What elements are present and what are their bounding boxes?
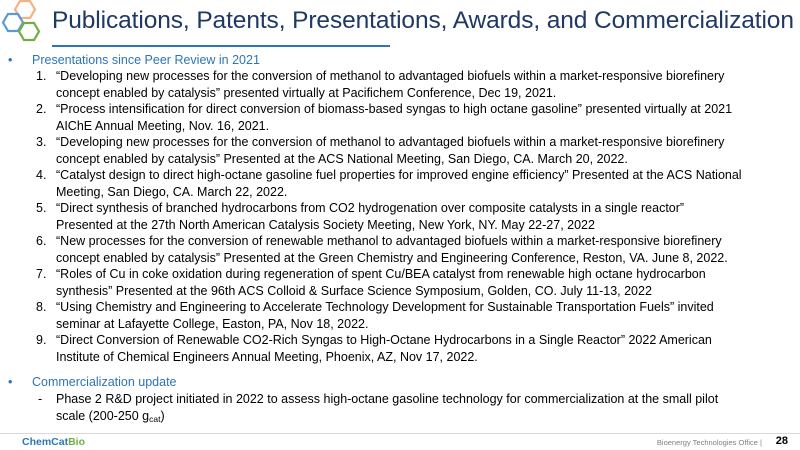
list-item-number: 5. (36, 201, 47, 215)
list-item-line: concept enabled by catalysis” Presented at the ACS National Meeting, San Diego, CA. March 20, 2022. (56, 151, 628, 166)
list-item-line: “Developing new processes for the conversion of methanol to advantaged biofuels within a market-responsive biorefinery (56, 135, 725, 149)
list-item-number: 2. (36, 102, 47, 116)
footer-logo: ChemCatBio (22, 436, 86, 448)
list-item-line: “Using Chemistry and Engineering to Accelerate Technology Development for Sustainable Transportation Fuels” invited (56, 300, 714, 314)
chemcatbio-hexagon-logo-icon (0, 0, 52, 46)
list-item-line: “Direct synthesis of branched hydrocarbons from CO2 hydrogenation over composite catalysts in a single reactor” (56, 201, 685, 215)
list-item-number: 6. (36, 234, 47, 248)
list-item-line: “New processes for the conversion of renewable methanol to advantaged biofuels within a market-responsive biorefinery (56, 234, 722, 248)
list-item-line: “Process intensification for direct conversion of biomass-based syngas to high octane gasoline” presented virtually at 2021 (56, 102, 733, 116)
list-item-number: 9. (36, 333, 47, 347)
list-item-line: “Developing new processes for the conversion of methanol to advantaged biofuels within a market-responsive biorefinery (56, 69, 725, 83)
list-item-line: Institute of Chemical Engineers Annual Meeting, Phoenix, AZ, Nov 17, 2022. (56, 349, 478, 364)
list-item-line: “Catalyst design to direct high-octane gasoline fuel properties for improved engine efficiency” Presented at the ACS National (56, 168, 742, 182)
list-item-line: concept enabled by catalysis” presented virtually at Pacifichem Conference, Dec 19, 2021. (56, 85, 557, 100)
commercialization-line-2: scale (200-250 $g_{cat}$) (56, 409, 165, 424)
list-item-number: 8. (36, 300, 47, 314)
footer-office-label: Bioenergy Technologies Office | (656, 438, 762, 447)
footer-divider (0, 433, 800, 434)
list-item-line: Meeting, San Diego, CA. March 22, 2022. (56, 184, 288, 199)
list-item-number: 1. (36, 69, 47, 83)
list-item-line: “Roles of Cu in coke oxidation during regeneration of spent Cu/BEA catalyst from renewable high octane hydrocarbon (56, 267, 706, 281)
list-item-number: 7. (36, 267, 47, 281)
title-underline (52, 45, 390, 47)
list-item-line: “Direct Conversion of Renewable CO2-Rich Syngas to High-Octane Hydrocarbons in a Single Reactor” 2022 American (56, 333, 712, 347)
list-item-number: 3. (36, 135, 47, 149)
page-title: Publications, Patents, Presentations, Awards, and Commercialization (52, 7, 794, 34)
commercialization-line-1: Phase 2 R&D project initiated in 2022 to assess high-octane gasoline technology for commercialization at the small pilot (56, 392, 719, 406)
page-number: 28 (775, 435, 788, 447)
list-item-line: concept enabled by catalysis” Presented at the Green Chemistry and Engineering Conference, Reston, VA. June 8, 2022. (56, 250, 728, 265)
bullet-icon: • (8, 53, 13, 67)
list-item-line: Presented at the 27th North American Catalysis Society Meeting, New York, NY. May 22-27, 2022 (56, 217, 595, 232)
list-item-line: AIChE Annual Meeting, Nov. 16, 2021. (56, 118, 270, 133)
list-item-line: seminar at Lafayette College, Easton, PA, Nov 18, 2022. (56, 316, 369, 331)
list-item-line: synthesis” Presented at the 96th ACS Colloid & Surface Science Symposium, Golden, CO. July 11-13, 2022 (56, 283, 652, 298)
list-item-number: 4. (36, 168, 47, 182)
bullet-icon: • (8, 375, 13, 389)
dash-marker: - (38, 392, 43, 406)
